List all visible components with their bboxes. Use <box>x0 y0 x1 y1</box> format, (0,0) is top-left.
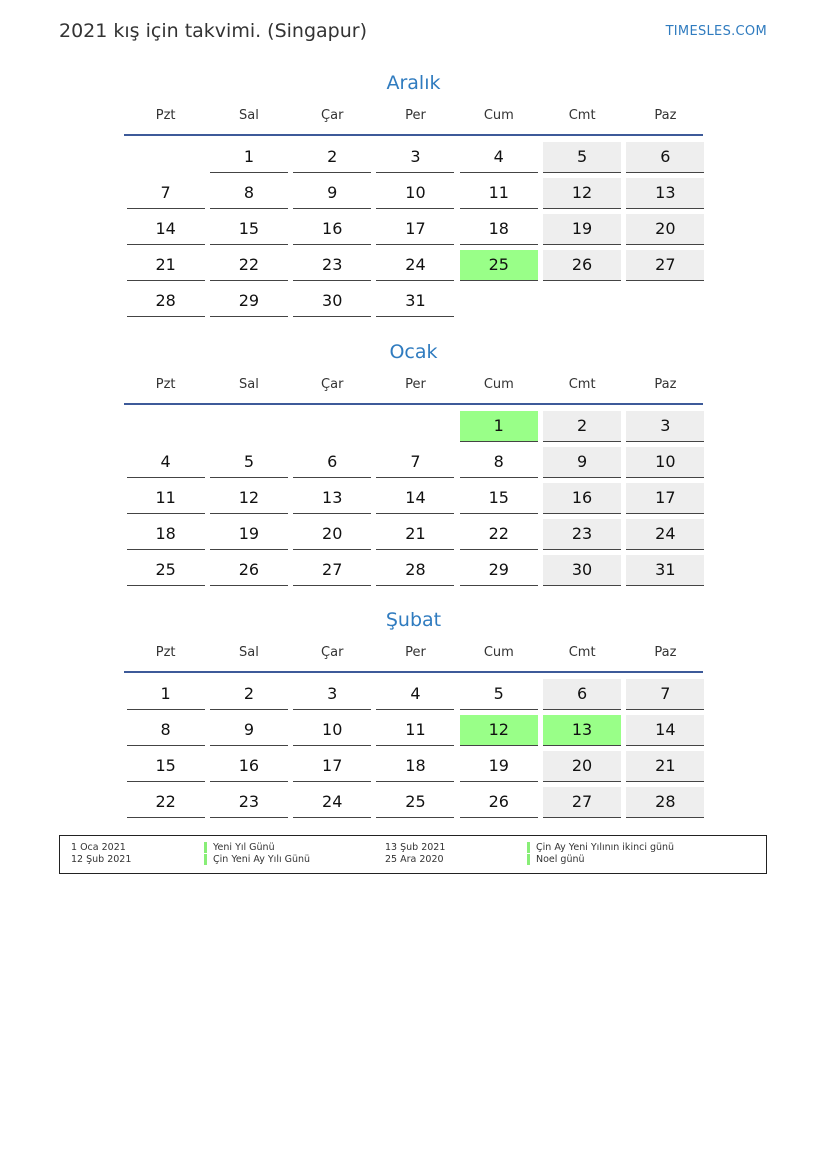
weekday-label: Pzt <box>155 108 176 123</box>
day-cell: 15 <box>127 751 205 782</box>
weekday-label: Sal <box>239 645 259 660</box>
day-cell: 24 <box>293 787 371 818</box>
day-cell: 24 <box>626 519 704 550</box>
day-cell: 16 <box>210 751 288 782</box>
day-cell: 3 <box>376 142 454 173</box>
day-cell: 18 <box>460 214 538 245</box>
day-cell: 20 <box>626 214 704 245</box>
weekday-label: Çar <box>321 377 344 392</box>
day-cell: 31 <box>626 555 704 586</box>
week-row <box>124 445 703 481</box>
day-cell: 22 <box>210 250 288 281</box>
weekday-label: Cmt <box>568 645 596 660</box>
day-cell: 9 <box>293 178 371 209</box>
day-cell: 27 <box>543 787 621 818</box>
day-cell: 1 <box>210 142 288 173</box>
weekday-label: Çar <box>321 645 344 660</box>
day-cell: 28 <box>376 555 454 586</box>
day-cell: 19 <box>543 214 621 245</box>
weekday-label: Çar <box>321 108 344 123</box>
day-cell: 4 <box>460 142 538 173</box>
day-cell: 30 <box>543 555 621 586</box>
weekday-label: Cum <box>483 108 514 123</box>
day-cell: 1 <box>127 679 205 710</box>
legend-name: Çin Ay Yeni Yılının ikinci günü <box>527 842 674 853</box>
day-cell: 28 <box>127 286 205 317</box>
day-cell: 21 <box>376 519 454 550</box>
day-cell: 18 <box>127 519 205 550</box>
day-cell: 22 <box>460 519 538 550</box>
day-cell: 23 <box>210 787 288 818</box>
legend-date: 13 Şub 2021 <box>385 842 446 853</box>
weekday-header-row <box>124 106 703 136</box>
day-cell: 12 <box>543 178 621 209</box>
day-cell: 9 <box>210 715 288 746</box>
weekday-label: Cmt <box>568 377 596 392</box>
month-calendar <box>124 337 703 589</box>
day-cell: 17 <box>626 483 704 514</box>
day-cell: 10 <box>376 178 454 209</box>
weekday-label: Cum <box>483 645 514 660</box>
month-name: Şubat <box>385 609 442 631</box>
day-cell: 19 <box>460 751 538 782</box>
empty-day-cell <box>127 411 205 441</box>
day-cell: 6 <box>293 447 371 478</box>
week-row <box>124 553 703 589</box>
day-cell: 16 <box>293 214 371 245</box>
week-row <box>124 481 703 517</box>
weekday-header-row <box>124 375 703 405</box>
page-title: 2021 kış için takvimi. (Singapur) <box>59 20 368 42</box>
legend-name: Yeni Yıl Günü <box>204 842 275 853</box>
empty-day-cell <box>293 411 371 441</box>
day-cell: 12 <box>460 715 538 746</box>
day-cell: 5 <box>460 679 538 710</box>
day-cell: 24 <box>376 250 454 281</box>
day-cell: 7 <box>376 447 454 478</box>
week-row <box>124 212 703 248</box>
day-cell: 15 <box>210 214 288 245</box>
empty-day-cell <box>460 286 538 316</box>
weekday-label: Paz <box>654 377 677 392</box>
day-cell: 29 <box>460 555 538 586</box>
month-calendar <box>124 68 703 320</box>
day-cell: 17 <box>293 751 371 782</box>
day-cell: 14 <box>626 715 704 746</box>
day-cell: 1 <box>460 411 538 442</box>
weekday-label: Per <box>405 108 426 123</box>
month-name: Ocak <box>389 341 438 363</box>
legend-date: 1 Oca 2021 <box>71 842 126 853</box>
weekday-label: Cmt <box>568 108 596 123</box>
day-cell: 26 <box>543 250 621 281</box>
day-cell: 3 <box>626 411 704 442</box>
week-row <box>124 248 703 284</box>
day-cell: 11 <box>460 178 538 209</box>
day-cell: 10 <box>626 447 704 478</box>
day-cell: 8 <box>460 447 538 478</box>
week-row <box>124 409 703 445</box>
day-cell: 17 <box>376 214 454 245</box>
day-cell: 27 <box>626 250 704 281</box>
brand-logo-text[interactable]: TIMESLES.COM <box>665 24 767 39</box>
weekday-label: Per <box>405 377 426 392</box>
day-cell: 25 <box>127 555 205 586</box>
day-cell: 7 <box>626 679 704 710</box>
day-cell: 13 <box>543 715 621 746</box>
day-cell: 23 <box>543 519 621 550</box>
holiday-legend <box>59 835 767 874</box>
day-cell: 19 <box>210 519 288 550</box>
weekday-label: Paz <box>654 645 677 660</box>
day-cell: 25 <box>376 787 454 818</box>
weekday-label: Pzt <box>155 377 176 392</box>
empty-day-cell <box>626 286 704 316</box>
day-cell: 26 <box>210 555 288 586</box>
weekday-header-row <box>124 643 703 673</box>
legend-name: Çin Yeni Ay Yılı Günü <box>204 854 310 865</box>
weekday-label: Pzt <box>155 645 176 660</box>
weekday-label: Per <box>405 645 426 660</box>
day-cell: 4 <box>127 447 205 478</box>
day-cell: 26 <box>460 787 538 818</box>
day-cell: 5 <box>543 142 621 173</box>
day-cell: 29 <box>210 286 288 317</box>
day-cell: 27 <box>293 555 371 586</box>
week-row <box>124 517 703 553</box>
day-cell: 14 <box>376 483 454 514</box>
day-cell: 8 <box>210 178 288 209</box>
empty-day-cell <box>210 411 288 441</box>
day-cell: 11 <box>376 715 454 746</box>
empty-day-cell <box>376 411 454 441</box>
day-cell: 25 <box>460 250 538 281</box>
week-row <box>124 677 703 713</box>
day-cell: 9 <box>543 447 621 478</box>
day-cell: 20 <box>543 751 621 782</box>
day-cell: 13 <box>626 178 704 209</box>
day-cell: 7 <box>127 178 205 209</box>
day-cell: 10 <box>293 715 371 746</box>
legend-date: 25 Ara 2020 <box>385 854 444 865</box>
day-cell: 14 <box>127 214 205 245</box>
day-cell: 21 <box>626 751 704 782</box>
month-name: Aralık <box>386 72 441 94</box>
day-cell: 6 <box>626 142 704 173</box>
week-row <box>124 140 703 176</box>
day-cell: 16 <box>543 483 621 514</box>
month-calendar <box>124 605 703 821</box>
week-row <box>124 284 703 320</box>
day-cell: 5 <box>210 447 288 478</box>
week-row <box>124 749 703 785</box>
day-cell: 3 <box>293 679 371 710</box>
weekday-label: Sal <box>239 377 259 392</box>
week-row <box>124 176 703 212</box>
day-cell: 30 <box>293 286 371 317</box>
weekday-label: Cum <box>483 377 514 392</box>
day-cell: 15 <box>460 483 538 514</box>
day-cell: 21 <box>127 250 205 281</box>
legend-date: 12 Şub 2021 <box>71 854 132 865</box>
day-cell: 28 <box>626 787 704 818</box>
day-cell: 31 <box>376 286 454 317</box>
day-cell: 4 <box>376 679 454 710</box>
weekday-label: Paz <box>654 108 677 123</box>
day-cell: 8 <box>127 715 205 746</box>
day-cell: 6 <box>543 679 621 710</box>
week-row <box>124 785 703 821</box>
legend-name: Noel günü <box>527 854 585 865</box>
day-cell: 23 <box>293 250 371 281</box>
day-cell: 20 <box>293 519 371 550</box>
empty-day-cell <box>543 286 621 316</box>
day-cell: 11 <box>127 483 205 514</box>
day-cell: 2 <box>210 679 288 710</box>
day-cell: 2 <box>543 411 621 442</box>
day-cell: 22 <box>127 787 205 818</box>
day-cell: 2 <box>293 142 371 173</box>
week-row <box>124 713 703 749</box>
weekday-label: Sal <box>239 108 259 123</box>
day-cell: 13 <box>293 483 371 514</box>
day-cell: 12 <box>210 483 288 514</box>
empty-day-cell <box>127 142 205 172</box>
day-cell: 18 <box>376 751 454 782</box>
